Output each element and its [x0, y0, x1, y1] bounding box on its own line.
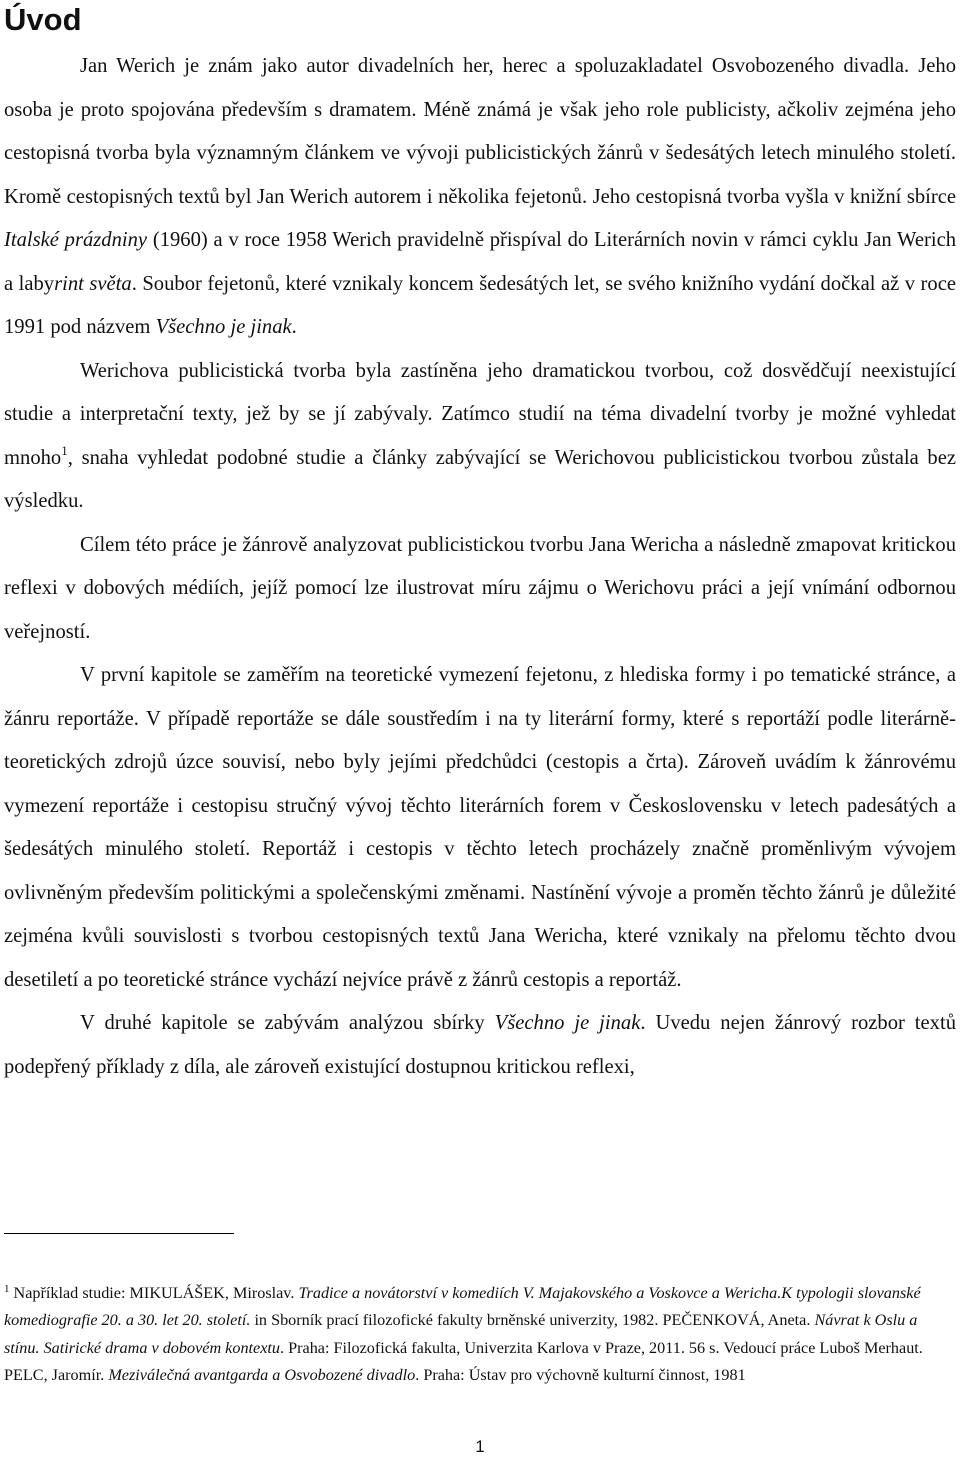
- text-run: . Soubor fejetonů, které vznikaly koncem šedesátých let, se svého knižního vydání dočkal až v roce 1991 pod názvem: [4, 272, 956, 338]
- italic-title: rint světa: [54, 272, 132, 295]
- text-run: . Uvedu nejen žánrový rozbor textů podepřený příklady z díla, ale zároveň existující dostupnou kritickou reflexi,: [4, 1012, 956, 1078]
- italic-title: Italské prázdniny: [4, 229, 148, 251]
- italic-title: Všechno je jinak: [155, 316, 292, 338]
- page-number: 1: [475, 1437, 485, 1456]
- italic-title: Tradice a novátorství v komediích V. Majakovského a Voskovce a Wericha.K typologii slovanské komediografie 20. a 30. let 20. století.: [4, 1284, 921, 1330]
- paragraph-5: [4, 1002, 956, 1089]
- italic-title: Meziválečná avantgarda a Osvobozené divadlo: [108, 1366, 416, 1385]
- text-run: . Praha: Filozofická fakulta, Univerzita Karlova v Praze, 2011. 56 s. Vedoucí práce Luboš Merhaut. PELC, Jaromír.: [4, 1338, 923, 1385]
- italic-title: Všechno je jinak: [494, 1012, 641, 1034]
- italic-title: Návrat k Oslu a stínu. Satirické drama v dobovém kontextu: [4, 1311, 918, 1357]
- footnote-separator: [4, 1233, 234, 1234]
- text-run: V druhé kapitole se zabývám analýzou sbírky: [80, 1012, 495, 1034]
- body-text: [4, 45, 956, 1089]
- text-run: Jan Werich je znám jako autor divadelních her, herec a spoluzakladatel Osvobozeného divadla. Jeho osoba je proto spojována především s dramatem. Méně známá je však jeho role publicisty, ačkoliv zejména jeho cestopisná tvorba byla významným článkem ve vývoji publicistických žánrů v šedesátých letech minulého století. Kromě cestopisných textů byl Jan Werich autorem i několika fejetonů. Jeho cestopisná tvorba vyšla v knižní sbírce: [4, 55, 956, 208]
- chapter-heading: Úvod: [4, 2, 82, 37]
- footnote-number: 1: [4, 1283, 10, 1295]
- footnote-marker[interactable]: 1: [61, 442, 68, 458]
- text-run: Například studie: MIKULÁŠEK, Miroslav.: [9, 1284, 299, 1302]
- paragraph-4: V první kapitole se zaměřím na teoretické vymezení fejetonu, z hlediska formy i po tematické stránce, a žánru reportáže. V případě reportáže se dále soustředím i na ty literární formy, které s reportáží podle literárně-teoretických zdrojů úzce souvisí, nebo byly jejími předchůdci (cestopis a črta). Zároveň uvádím k žánrovému vymezení reportáže i cestopisu stručný vývoj těchto literárních forem v Československu v letech padesátých a šedesátých minulého století. Reportáž i cestopis v těchto letech procházely značně proměnlivým vývojem ovlivněným především politickými a společenskými změnami. Nastínění vývoje a proměn těchto žánrů je důležité zejména kvůli souvislosti s tvorbou cestopisných textů Jana Wericha, které vznikaly na přelomu těchto dvou desetiletí a po teoretické stránce vychází nejvíce právě z žánrů cestopis a reportáž.: [4, 664, 956, 991]
- paragraph-2: [4, 350, 956, 524]
- text-run: (1960) a v roce 1958 Werich pravidelně přispíval do Literárních novin v rámci cyklu Jan Werich a laby: [4, 229, 957, 295]
- paragraph-1: [4, 45, 956, 350]
- text-run: .: [291, 316, 297, 338]
- text-run: . Praha: Ústav pro výchovně kulturní činnost, 1981: [415, 1366, 746, 1385]
- text-run: in Sborník prací filozofické fakulty brněnské univerzity, 1982. PEČENKOVÁ, Aneta.: [250, 1311, 815, 1330]
- footnote: [4, 1276, 954, 1390]
- paragraph-3: Cílem této práce je žánrově analyzovat publicistickou tvorbu Jana Wericha a následně zmapovat kritickou reflexi v dobových médiích, jejíž pomocí lze ilustrovat míru zájmu o Werichovu práci a její vnímání odbornou veřejností.: [4, 533, 956, 643]
- text-run: Werichova publicistická tvorba byla zastíněna jeho dramatickou tvorbou, což dosvědčují neexistující studie a interpretační texty, jež by se jí zabývaly. Zatímco studií na téma divadelní tvorby je možné vyhledat mnoho: [4, 359, 956, 469]
- text-run: , snaha vyhledat podobné studie a články zabývající se Werichovou publicistickou tvorbou zůstala bez výsledku.: [4, 446, 956, 512]
